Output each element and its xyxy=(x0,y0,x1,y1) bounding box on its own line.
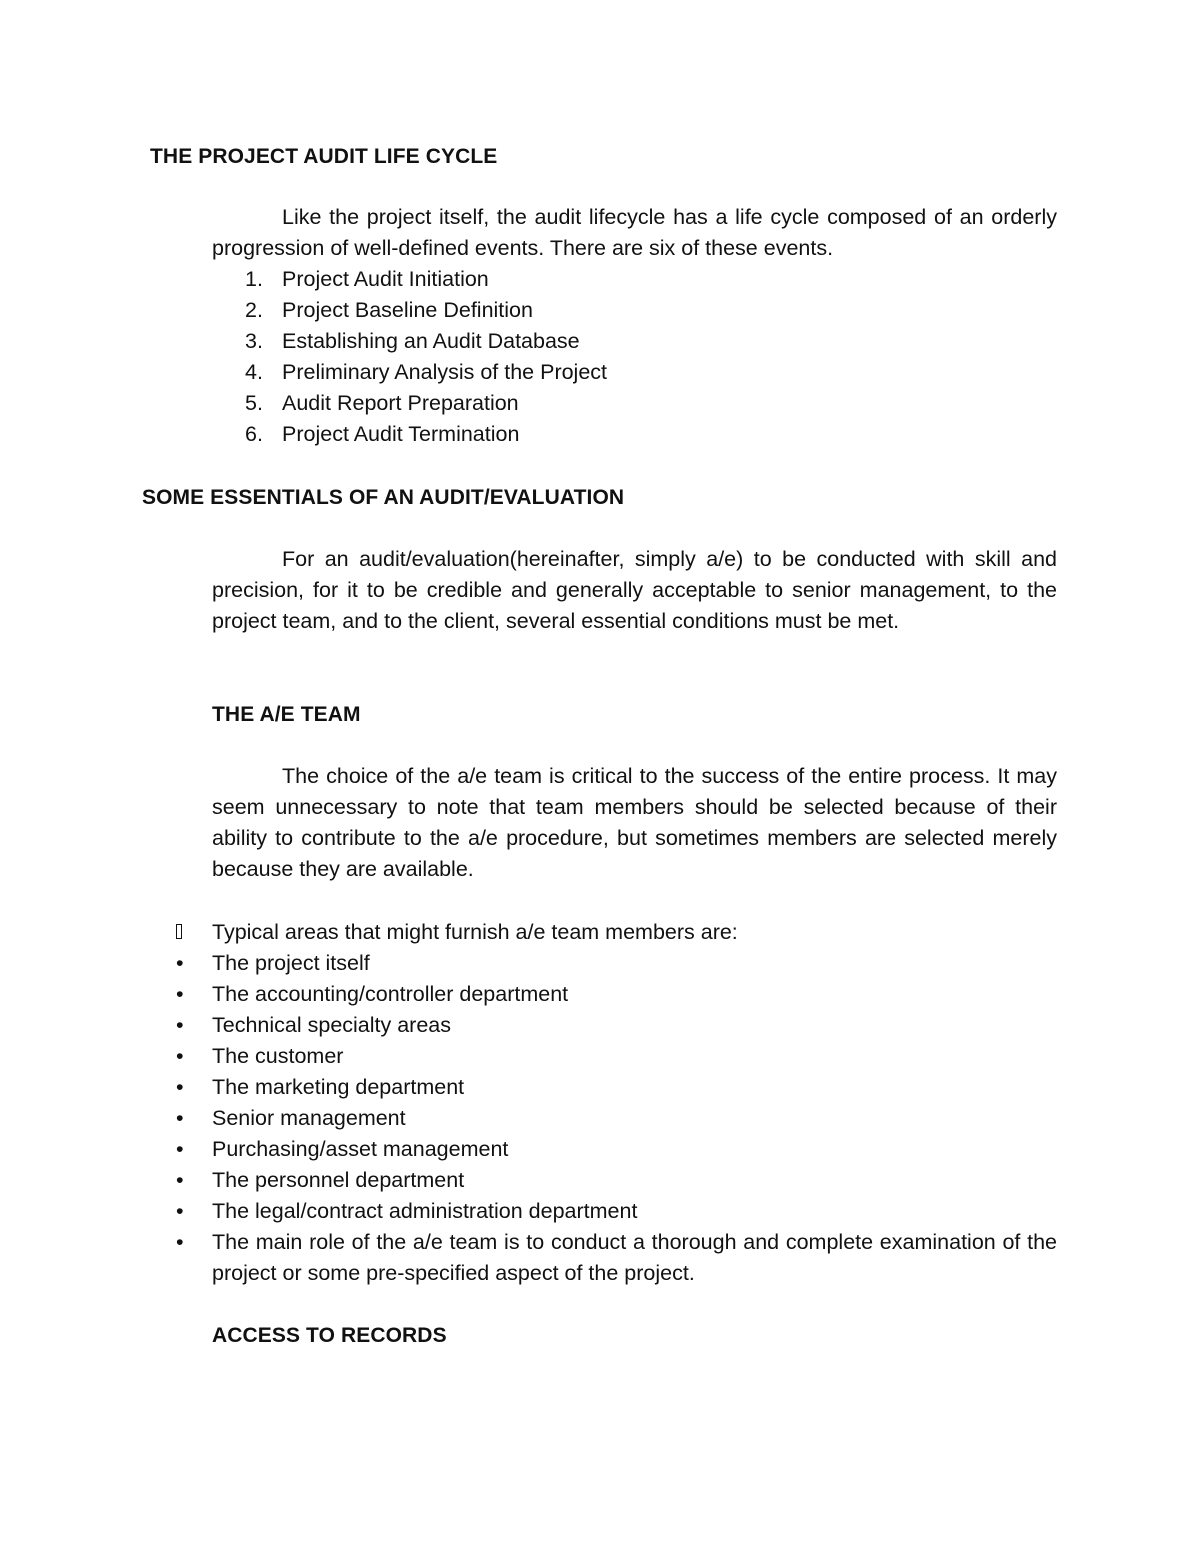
section-title-life-cycle: THE PROJECT AUDIT LIFE CYCLE xyxy=(150,145,498,168)
list-item-text: The main role of the a/e team is to conduct a thorough and complete examination of the project or some pre-specified aspect of the project. xyxy=(212,1230,1057,1285)
list-item xyxy=(176,1196,1056,1227)
list-item xyxy=(176,1227,1056,1289)
list-item-text: Preliminary Analysis of the Project xyxy=(282,360,608,384)
bullet-icon: • xyxy=(176,1013,184,1037)
life-cycle-intro: Like the project itself, the audit lifecycle has a life cycle composed of an orderly progression of well-defined events. There are six of these events. xyxy=(212,205,1057,260)
list-item-text: Project Audit Initiation xyxy=(282,267,489,291)
list-item xyxy=(176,1103,1056,1134)
essentials-body: For an audit/evaluation(hereinafter, simply a/e) to be conducted with skill and precision, for it to be credible and generally acceptable to senior management, to the project team, and to the client, several essential conditions must be met. xyxy=(212,547,1057,633)
list-item xyxy=(176,1165,1056,1196)
list-item-text: Project Baseline Definition xyxy=(282,298,533,322)
list-item-text: The customer xyxy=(212,1044,344,1068)
list-item-text: Establishing an Audit Database xyxy=(282,329,580,353)
list-item xyxy=(176,979,1056,1010)
bullet-icon: • xyxy=(176,1137,184,1161)
list-item xyxy=(176,1010,1056,1041)
bullet-icon: • xyxy=(176,951,184,975)
list-item xyxy=(176,1041,1056,1072)
list-number: 1. xyxy=(245,267,263,291)
bullet-icon: • xyxy=(176,1168,184,1192)
lead-text: Typical areas that might furnish a/e team members are: xyxy=(212,920,738,944)
bullet-icon: • xyxy=(176,1044,184,1068)
bullet-icon: • xyxy=(176,982,184,1006)
list-item-text: The marketing department xyxy=(212,1075,465,1099)
list-item-text: The personnel department xyxy=(212,1168,465,1192)
list-item-text: The project itself xyxy=(212,951,370,975)
list-item-text: Technical specialty areas xyxy=(212,1013,452,1037)
bullet-icon: • xyxy=(176,1106,184,1130)
list-item-text: The accounting/controller department xyxy=(212,982,569,1006)
ae-team-areas xyxy=(176,948,1056,1289)
list-number: 2. xyxy=(245,298,263,322)
missing-glyph-icon xyxy=(176,924,182,939)
list-number: 5. xyxy=(245,391,263,415)
list-number: 4. xyxy=(245,360,263,384)
bullet-icon: • xyxy=(176,1199,184,1223)
list-item xyxy=(176,1072,1056,1103)
list-item-text: Senior management xyxy=(212,1106,406,1130)
section-title-access: ACCESS TO RECORDS xyxy=(212,1324,447,1347)
list-item-text: Project Audit Termination xyxy=(282,422,520,446)
list-item-text: The legal/contract administration department xyxy=(212,1199,638,1223)
section-title-essentials: SOME ESSENTIALS OF AN AUDIT/EVALUATION xyxy=(142,486,625,509)
list-item-text: Audit Report Preparation xyxy=(282,391,519,415)
ae-team-body: The choice of the a/e team is critical to the success of the entire process. It may seem unnecessary to note that team members should be selected because of their ability to contribute to the a/e procedure, but sometimes members are selected merely because they are available. xyxy=(212,764,1057,881)
bullet-icon: • xyxy=(176,1230,184,1254)
list-number: 3. xyxy=(245,329,263,353)
list-item xyxy=(176,948,1056,979)
list-item xyxy=(176,1134,1056,1165)
list-item-text: Purchasing/asset management xyxy=(212,1137,509,1161)
bullet-icon: • xyxy=(176,1075,184,1099)
list-number: 6. xyxy=(245,422,263,446)
section-title-ae-team: THE A/E TEAM xyxy=(212,703,361,726)
